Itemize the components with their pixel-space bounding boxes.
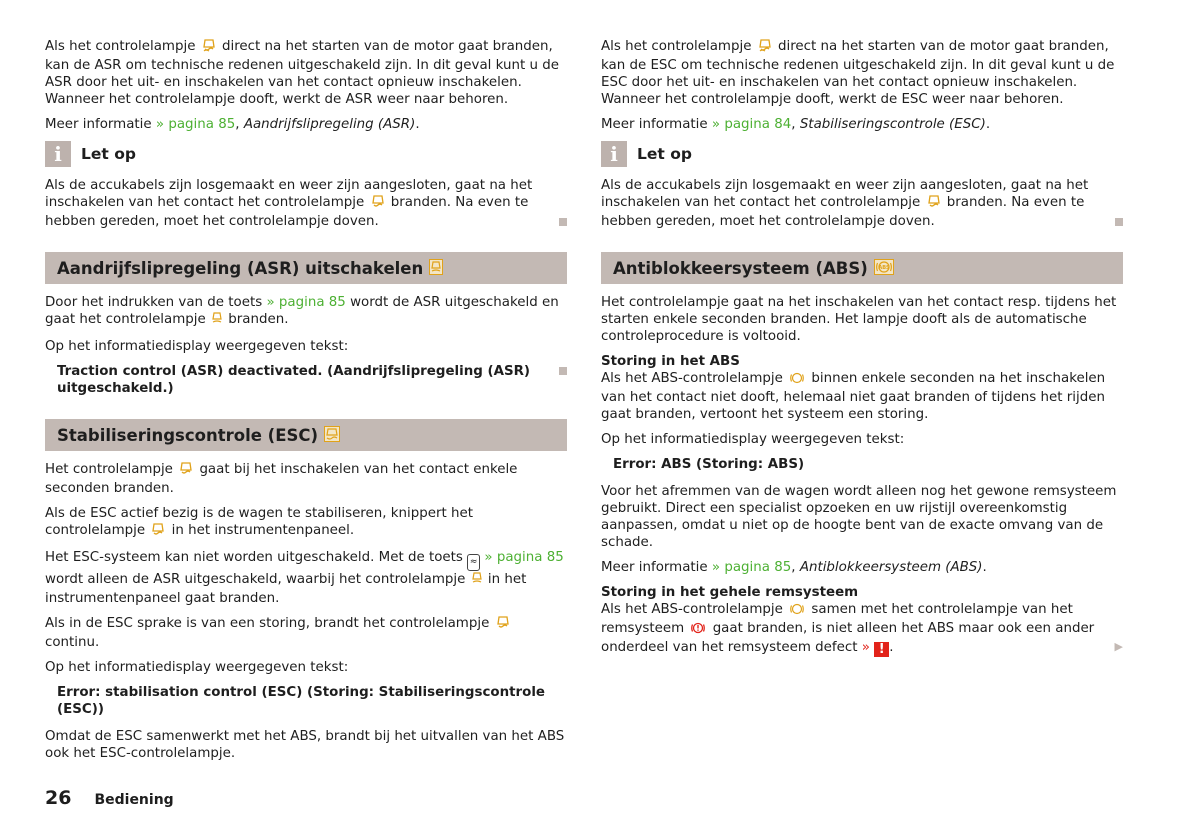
esc-warning-icon: [324, 426, 340, 445]
esc-warning-icon: [179, 461, 193, 480]
section-heading-abs: Antiblokkeersysteem (ABS) ABS: [601, 252, 1123, 284]
esc-warning-icon: [202, 38, 216, 57]
abs-paragraph-4: Voor het afremmen van de wagen wordt alleen nog het gewone remsysteem gebruikt. Direct een specialist opzoeken en uw rijstijl overeenkomstig aanpassen, omdat u niet op de hoogte bent van de exacte omvang van de schade.: [601, 484, 1117, 550]
asr-off-warning-icon: [212, 311, 222, 330]
left-paragraph-2: Meer informatie » pagina 85, Aandrijfslipregeling (ASR).: [45, 117, 420, 132]
left-column: [45, 38, 567, 770]
right-paragraph-1: Als het controlelampje direct na het starten van de motor gaat branden, kan de ESC om technische redenen uitgeschakeld zijn. In dit geval kunt u de ESC door het uit- en inschakelen van het contact opnieuw inschakelen. Wanneer het controlelampje dooft, werkt de ESC weer naar behoren.: [601, 39, 1115, 107]
end-of-section-marker: [1115, 218, 1123, 226]
asr-button-icon: ≈: [467, 554, 480, 571]
page-link[interactable]: » pagina 85: [155, 117, 236, 132]
abs-paragraph-2: Als het ABS-controlelampje binnen enkele seconden na het inschakelen van het contact niet dooft, helemaal niet gaat branden of tijdens het rijden gaat branden, vertoont het systeem een storing.: [601, 371, 1106, 422]
display-message: Error: ABS (Storing: ABS): [613, 457, 805, 472]
esc-paragraph-2: Als de ESC actief bezig is de wagen te stabiliseren, knippert het controlelampje in het instrumentenpaneel.: [45, 505, 567, 541]
abs-paragraph-1: Het controlelampje gaat na het inschakelen van het contact resp. tijdens het starten enkele seconden branden. Het lampje dooft als de automatische controleprocedure is voltooid.: [601, 295, 1117, 344]
abs-warning-icon: [789, 603, 805, 620]
display-message: Traction control (ASR) deactivated. (Aandrijfslipregeling (ASR) uitgeschakeld.): [45, 363, 567, 397]
abs-warning-icon: [874, 259, 894, 278]
page-footer: [45, 787, 174, 809]
left-paragraph-1: Als het controlelampje direct na het starten van de motor gaat branden, kan de ASR om technische redenen uitgeschakeld zijn. In dit geval kunt u de ASR door het uit- en inschakelen van het contact opnieuw inschakelen. Wanneer het controlelampje dooft, werkt de ASR weer naar behoren.: [45, 39, 559, 107]
abs-paragraph-5: Meer informatie » pagina 85, Antiblokkeersysteem (ABS).: [601, 560, 987, 575]
esc-warning-icon: [758, 38, 772, 57]
note-text: Als de accukabels zijn losgemaakt en weer zijn aangesloten, gaat na het inschakelen van het contact het controlelampje branden. Na even te hebben gereden, moet het controlelampje doven.: [45, 177, 567, 230]
note-title: Let op: [637, 144, 692, 163]
right-column: [601, 38, 1123, 665]
esc-paragraph-5: Op het informatiedisplay weergegeven tekst:: [45, 660, 349, 675]
end-of-section-marker: [559, 367, 567, 375]
page-link[interactable]: » pagina 84: [711, 117, 792, 132]
abs-paragraph-3: Op het informatiedisplay weergegeven tekst:: [601, 432, 905, 447]
abs-paragraph-6: Als het ABS-controlelampje samen met het controlelampje van het remsysteem gaat branden, is niet alleen het ABS maar ook een ander onderdeel van het remsysteem defect » ! . ▶: [601, 602, 1123, 657]
chapter-title: Bediening: [94, 792, 174, 808]
esc-warning-icon: [927, 194, 941, 213]
note-header: [601, 141, 1123, 167]
esc-paragraph-3: Het ESC-systeem kan niet worden uitgeschakeld. Met de toets ≈ » pagina 85 wordt alleen de ASR uitgeschakeld, waarbij het controlelampje in het instrumentenpaneel gaat branden.: [45, 550, 564, 606]
page-link[interactable]: » pagina 85: [711, 560, 792, 575]
asr-paragraph-2: Op het informatiedisplay weergegeven tekst:: [45, 339, 349, 354]
display-message: Error: stabilisation control (ESC) (Storing: Stabiliseringscontrole (ESC)): [57, 685, 545, 717]
page-link[interactable]: » pagina 85: [484, 550, 564, 565]
page-link[interactable]: » pagina 85: [266, 295, 346, 310]
section-heading-esc: Stabiliseringscontrole (ESC): [45, 419, 567, 451]
end-of-section-marker: [559, 218, 567, 226]
info-icon: i: [45, 141, 71, 167]
esc-warning-icon: [371, 194, 385, 213]
asr-paragraph-1: Door het indrukken van de toets » pagina 85 wordt de ASR uitgeschakeld en gaat het controlelampje branden.: [45, 294, 567, 330]
note-title: Let op: [81, 144, 136, 163]
abs-subheading-2: Storing in het gehele remsysteem: [601, 585, 859, 600]
asr-off-warning-icon: [429, 259, 443, 278]
esc-paragraph-4: Als in de ESC sprake is van een storing, brandt het controlelampje continu.: [45, 615, 567, 651]
esc-paragraph-1: Het controlelampje gaat bij het inschakelen van het contact enkele seconden branden.: [45, 462, 518, 496]
asr-off-warning-icon: [472, 571, 482, 590]
page-number: 26: [45, 787, 72, 809]
info-icon: i: [601, 141, 627, 167]
section-heading-asr-off: Aandrijfslipregeling (ASR) uitschakelen: [45, 252, 567, 284]
esc-paragraph-6: Omdat de ESC samenwerkt met het ABS, brandt bij het uitvallen van het ABS ook het ESC-controlelampje.: [45, 729, 565, 761]
abs-subheading-1: Storing in het ABS: [601, 354, 740, 369]
note-text: Als de accukabels zijn losgemaakt en weer zijn aangesloten, gaat na het inschakelen van het contact het controlelampje branden. Na even te hebben gereden, moet het controlelampje doven.: [601, 177, 1123, 230]
svg-text:ABS: ABS: [878, 264, 890, 271]
warning-exclamation-icon[interactable]: !: [874, 642, 889, 657]
right-paragraph-2: Meer informatie » pagina 84, Stabiliseringscontrole (ESC).: [601, 117, 991, 132]
esc-warning-icon: [151, 522, 165, 541]
continue-arrow-icon: ▶: [1114, 640, 1123, 653]
note-header: [45, 141, 567, 167]
esc-warning-icon: [496, 615, 510, 634]
brake-warning-icon: [690, 622, 706, 639]
abs-warning-icon: [789, 372, 805, 389]
